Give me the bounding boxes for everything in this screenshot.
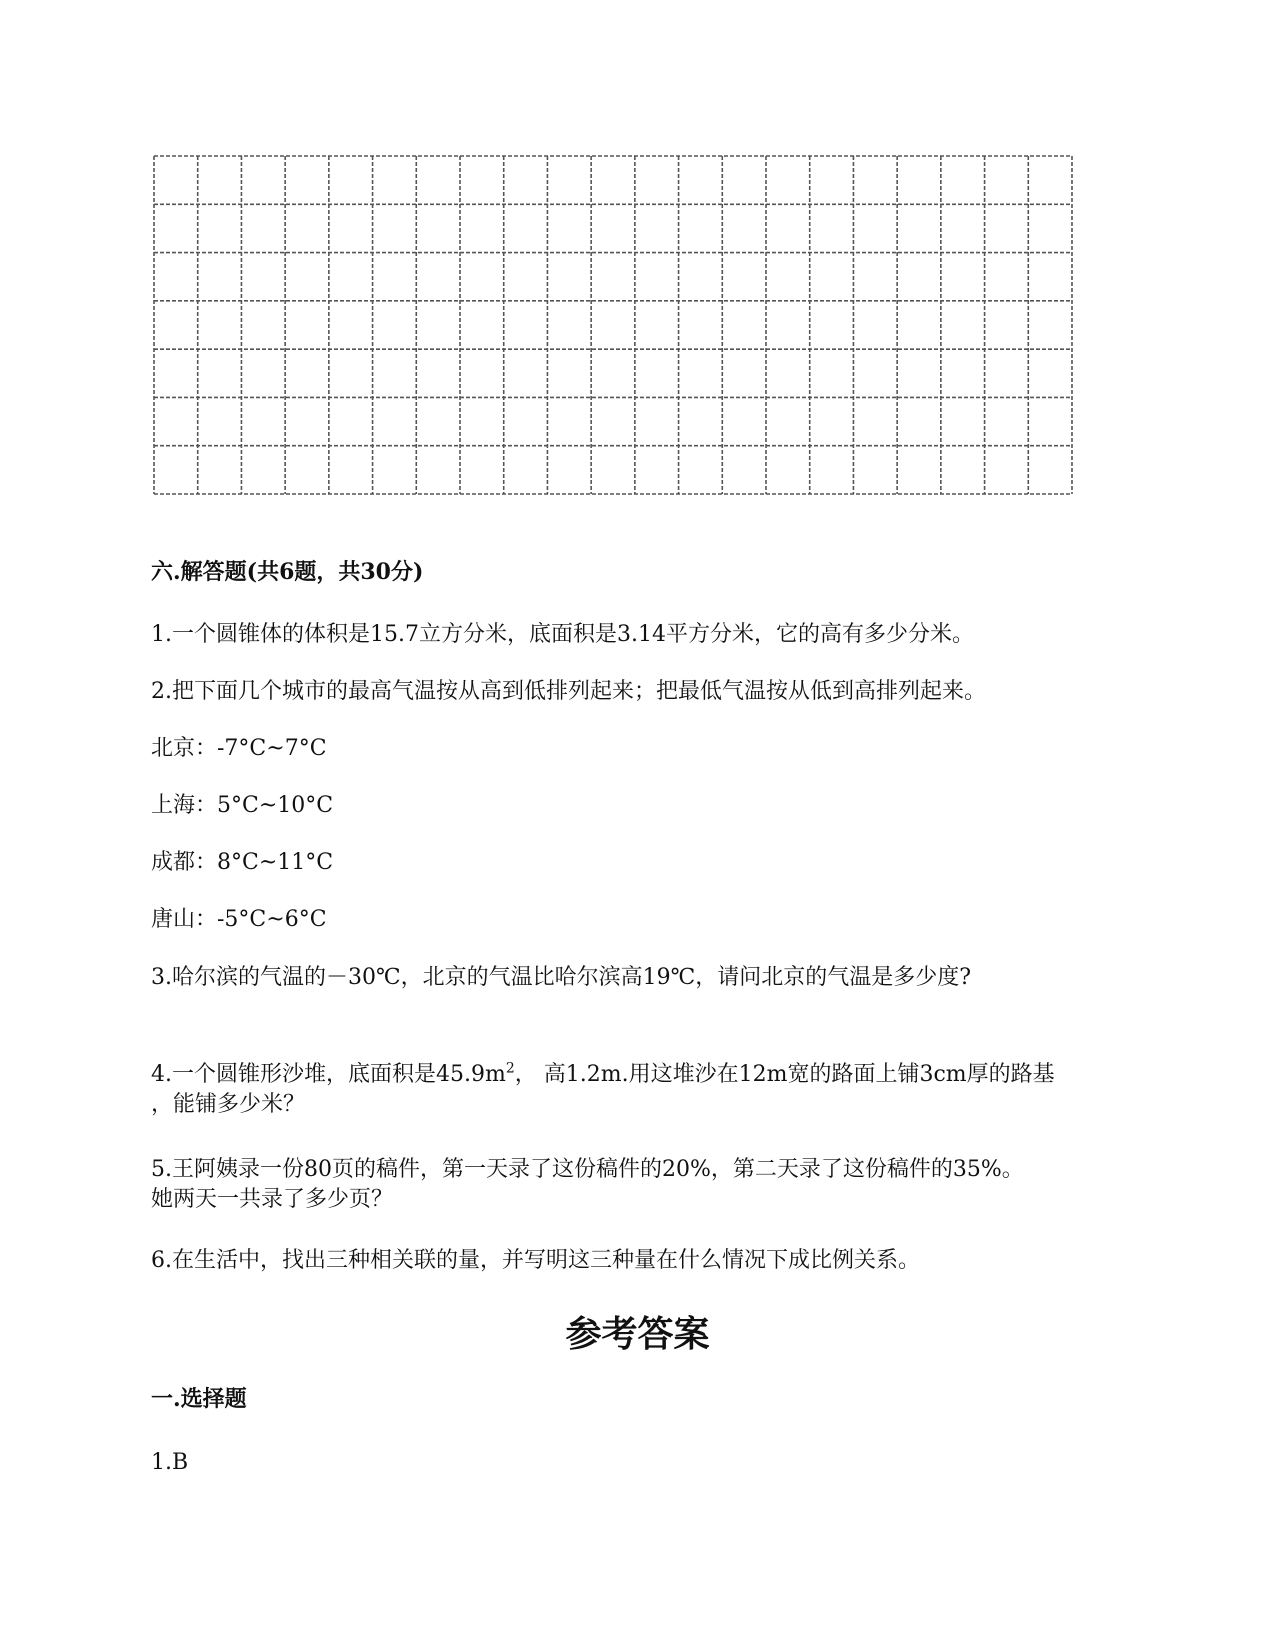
answer-1: 1.B xyxy=(151,1450,189,1475)
question-4-superscript: 2 xyxy=(505,1060,515,1077)
section-6-heading: 六.解答题(共6题，共30分) xyxy=(151,559,424,585)
answer-key-title: 参考答案 xyxy=(565,1313,710,1355)
question-4-text-b: ， 高1.2m.用这堆沙在12m宽的路面上铺3cm厚的路基 xyxy=(514,1062,1055,1087)
question-5-line-2: 她两天一共录了多少页？ xyxy=(151,1187,394,1212)
question-1: 1.一个圆锥体的体积是15.7立方分米，底面积是3.14平方分米，它的高有多少分米。 xyxy=(151,622,974,647)
city-beijing: 北京：-7°C~7°C xyxy=(151,736,327,761)
question-5-line-1: 5.王阿姨录一份80页的稿件，第一天录了这份稿件的20%，第二天录了这份稿件的35%。 xyxy=(151,1157,1024,1182)
answer-section-1-heading: 一.选择题 xyxy=(151,1386,247,1412)
question-4-line-1 xyxy=(151,1060,1055,1090)
city-chengdu: 成都：8°C~11°C xyxy=(151,850,334,875)
city-tangshan: 唐山：-5°C~6°C xyxy=(151,907,327,932)
question-2: 2.把下面几个城市的最高气温按从高到低排列起来；把最低气温按从低到高排列起来。 xyxy=(151,679,986,704)
question-4-line-2: ，能铺多少米？ xyxy=(151,1092,306,1117)
city-shanghai: 上海：5°C~10°C xyxy=(151,793,334,818)
writing-grid xyxy=(153,155,1073,495)
question-4-text-a: 4.一个圆锥形沙堆，底面积是45.9m xyxy=(151,1062,506,1087)
question-3: 3.哈尔滨的气温的－30℃，北京的气温比哈尔滨高19℃，请问北京的气温是多少度? xyxy=(151,965,971,990)
question-6: 6.在生活中，找出三种相关联的量，并写明这三种量在什么情况下成比例关系。 xyxy=(151,1248,920,1273)
